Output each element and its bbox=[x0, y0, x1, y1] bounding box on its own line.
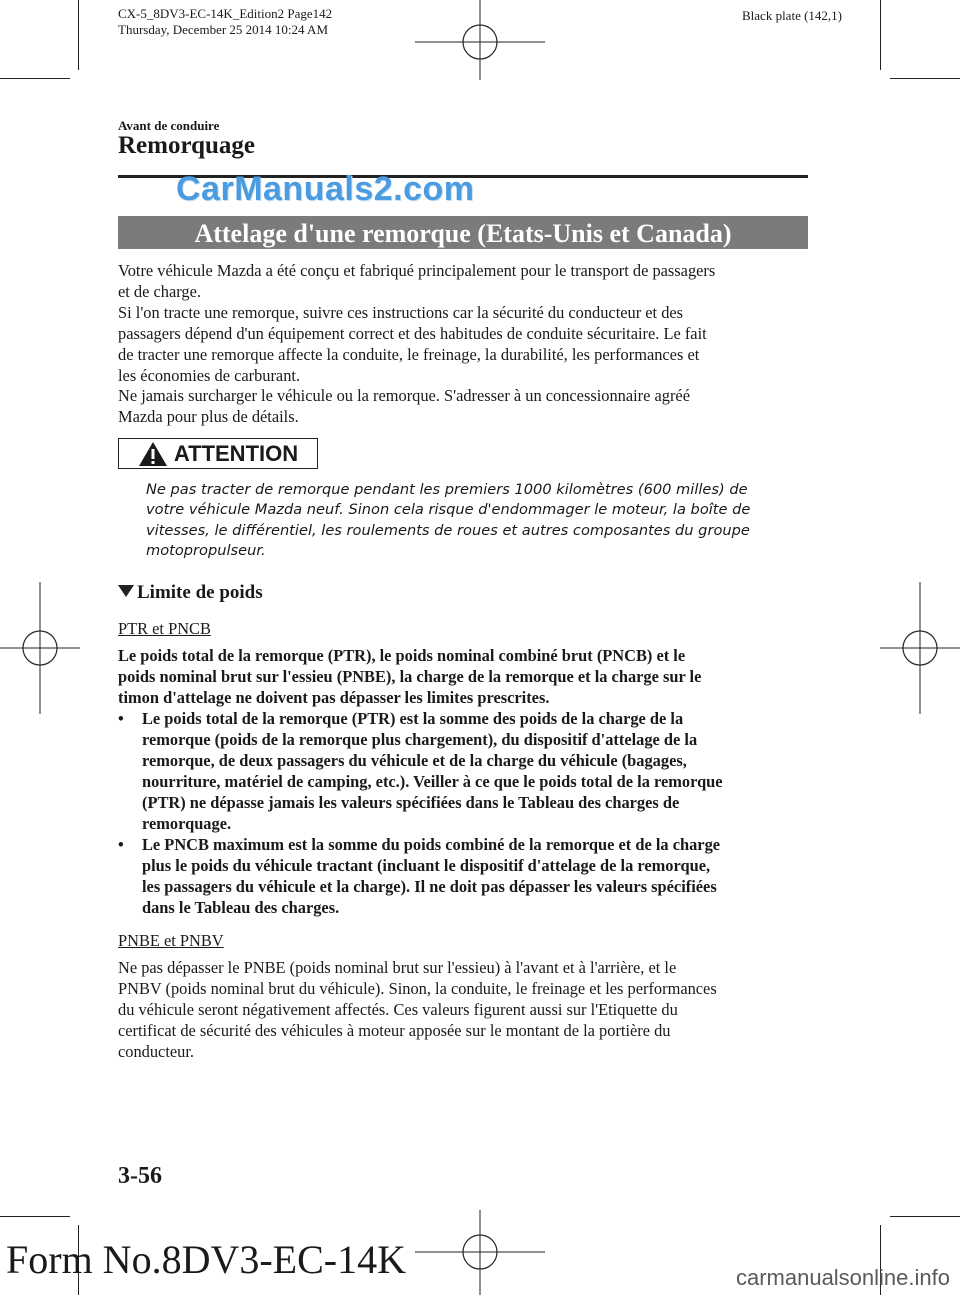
chapter-title: Remorquage bbox=[118, 132, 256, 159]
site-watermark[interactable]: carmanualsonline.info bbox=[735, 1265, 950, 1290]
text-line: poids nominal brut sur l'essieu (PNBE), la charge de la remorque et la charge sur le bbox=[118, 666, 702, 686]
print-meta-line2: Thursday, December 25 2014 10:24 AM bbox=[118, 22, 329, 37]
text-line: votre véhicule Mazda neuf. Sinon cela risque d'endommager le moteur, la boîte de bbox=[146, 501, 751, 519]
form-number: Form No.8DV3-EC-14K bbox=[6, 1237, 406, 1282]
text-line: du véhicule seront négativement affectés. Ces valeurs figurent aussi sur l'Etiquette du bbox=[118, 999, 678, 1019]
text-line: Si l'on tracte une remorque, suivre ces instructions car la sécurité du conducteur et des bbox=[118, 302, 684, 322]
text-line: remorquage. bbox=[142, 813, 232, 833]
text-line: Le PNCB maximum est la somme du poids combiné de la remorque et de la charge bbox=[142, 835, 721, 854]
registration-mark-top bbox=[415, 0, 545, 80]
print-meta-line1: CX-5_8DV3-EC-14K_Edition2 Page142 bbox=[118, 6, 333, 21]
crop-mark-top-right-v bbox=[880, 0, 881, 70]
text-line: Ne pas dépasser le PNBE (poids nominal brut sur l'essieu) à l'avant et à l'arrière, et le bbox=[118, 958, 677, 977]
text-line: les passagers du véhicule et la charge). Il ne doit pas dépasser les valeurs spécifiées bbox=[142, 876, 717, 896]
pnbe-heading: PNBE et PNBV bbox=[118, 931, 224, 950]
ptr-heading: PTR et PNCB bbox=[118, 619, 211, 638]
crop-mark-bottom-left-h bbox=[0, 1216, 70, 1217]
section-banner: Attelage d'une remorque (Etats-Unis et Canada) bbox=[118, 216, 808, 249]
text-line: conducteur. bbox=[118, 1041, 195, 1061]
bullet-dot: • bbox=[118, 709, 124, 728]
registration-mark-bottom bbox=[415, 1210, 545, 1295]
text-line: Ne pas tracter de remorque pendant les premiers 1000 kilomètres (600 milles) de bbox=[146, 481, 748, 498]
crop-mark-top-left-v bbox=[78, 0, 79, 70]
bullet-dot: • bbox=[118, 835, 124, 854]
text-line: (PTR) ne dépasse jamais les valeurs spécifiées dans le Tableau des charges de bbox=[142, 792, 680, 812]
attention-box bbox=[118, 438, 318, 469]
bullet-item bbox=[118, 835, 808, 919]
text-line: et de charge. bbox=[118, 281, 201, 301]
registration-mark-right bbox=[880, 582, 960, 714]
section-label: Avant de conduire bbox=[118, 118, 220, 133]
text-line: remorque (poids de la remorque plus chargement), du dispositif d'attelage de la bbox=[142, 729, 698, 749]
text-line: plus le poids du véhicule tractant (incluant le dispositif d'attelage de la remorque, bbox=[142, 855, 711, 875]
page-number: 3-56 bbox=[118, 1163, 162, 1189]
text-line: dans le Tableau des charges. bbox=[142, 897, 340, 917]
attention-label: ATTENTION bbox=[173, 440, 299, 466]
intro-paragraph bbox=[118, 261, 808, 428]
plate-label: Black plate (142,1) bbox=[742, 8, 842, 23]
text-line: les économies de carburant. bbox=[118, 365, 301, 385]
bullet-item bbox=[118, 709, 808, 834]
text-line: Le poids total de la remorque (PTR) est la somme des poids de la charge de la bbox=[142, 709, 684, 728]
subheading bbox=[118, 582, 263, 604]
text-line: vitesses, le différentiel, les roulements de roues et autres composantes du groupe bbox=[146, 521, 750, 539]
text-line: PNBV (poids nominal brut du véhicule). Sinon, la conduite, le freinage et les performances bbox=[118, 978, 717, 998]
pnbe-paragraph bbox=[118, 958, 808, 1063]
text-line: Mazda pour plus de détails. bbox=[118, 407, 299, 427]
text-line: Le poids total de la remorque (PTR), le poids nominal combiné brut (PNCB) et le bbox=[118, 646, 686, 665]
text-line: Ne jamais surcharger le véhicule ou la remorque. S'adresser à un concessionnaire agréé bbox=[118, 386, 690, 406]
text-line: remorque, de deux passagers du véhicule et de la charge du véhicule (bagages, bbox=[142, 750, 687, 770]
text-line: passagers dépend d'un équipement correct et des habitudes de conduite sécuritaire. Le fait bbox=[118, 323, 707, 343]
text-line: nourriture, matériel de camping, etc.). Veiller à ce que le poids total de la remorque bbox=[142, 771, 723, 791]
crop-mark-top-left-h bbox=[0, 78, 70, 79]
subheading-label: Limite de poids bbox=[137, 582, 263, 603]
print-meta bbox=[118, 6, 332, 38]
crop-mark-bottom-right-h bbox=[890, 1216, 960, 1217]
ptr-paragraph bbox=[118, 646, 808, 709]
warning-icon bbox=[138, 441, 168, 467]
text-line: de tracter une remorque affecte la conduite, le freinage, la durabilité, les performances et bbox=[118, 344, 700, 364]
text-line: timon d'attelage ne doivent pas dépasser les limites prescrites. bbox=[118, 687, 550, 707]
crop-mark-top-right-h bbox=[890, 78, 960, 79]
attention-text bbox=[146, 480, 806, 561]
triangle-down-icon bbox=[118, 585, 134, 597]
text-line: motopropulseur. bbox=[146, 541, 266, 559]
watermark-logo[interactable]: CarManuals2.com bbox=[176, 170, 475, 208]
text-line: certificat de sécurité des véhicules à moteur apposée sur le montant de la portière du bbox=[118, 1020, 671, 1040]
registration-mark-left bbox=[0, 582, 80, 714]
text-line: Votre véhicule Mazda a été conçu et fabriqué principalement pour le transport de passagers bbox=[118, 261, 716, 280]
